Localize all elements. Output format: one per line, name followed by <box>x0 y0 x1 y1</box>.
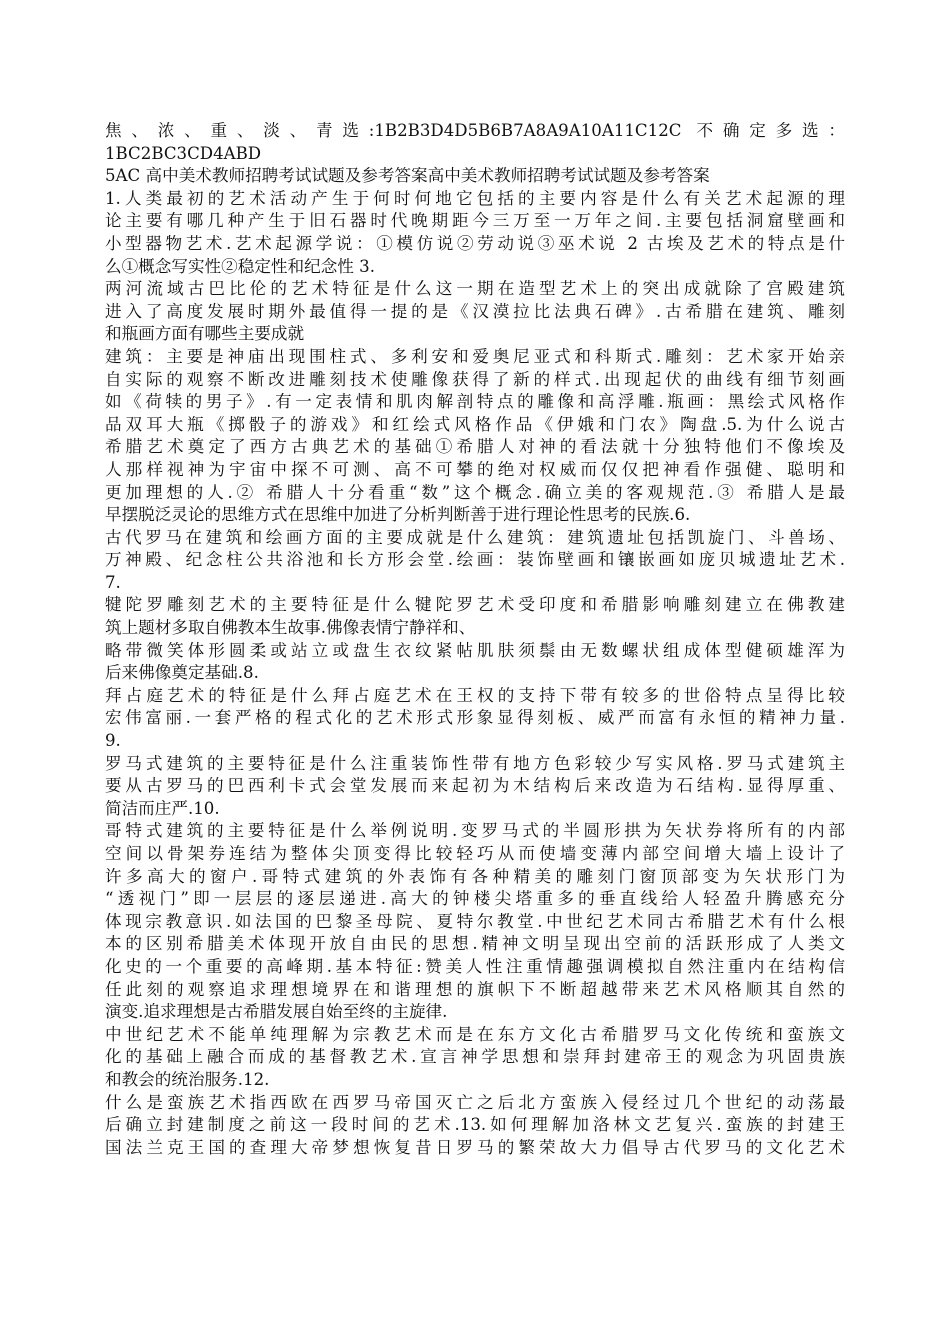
text-line: 演变.追求理想是古希腊发展自始至终的主旋律. <box>105 1002 448 1022</box>
text-line: 1BC2BC3CD4ABD <box>105 143 262 163</box>
text-line: 后确立封建制度之前这一段时间的艺术.13.如何理解加洛林文艺复兴.蛮族的封建王 <box>105 1115 845 1135</box>
document-body <box>105 120 845 1159</box>
text-line: 许多高大的窗户.哥特式建筑的外表饰有各种精美的雕刻门窗顶部变为矢状形门为 <box>105 866 845 886</box>
text-line: 人那样视神为宇宙中探不可测、高不可攀的绝对权威而仅仅把神看作强健、聪明和 <box>105 459 845 479</box>
text-line: 后来佛像奠定基础.8. <box>105 663 259 683</box>
text-line: 1.人类最初的艺术活动产生于何时何地它包括的主要内容是什么有关艺术起源的理 <box>105 188 845 208</box>
text-line: 万神殿、纪念柱公共浴池和长方形会堂.绘画：装饰壁画和镶嵌画如庞贝城遗址艺术. <box>105 550 845 570</box>
text-line: 进入了高度发展时期外最值得一提的是《汉漠拉比法典石碑》.古希腊在建筑、雕刻 <box>105 301 845 321</box>
text-line: 古代罗马在建筑和绘画方面的主要成就是什么建筑：建筑遗址包括凯旋门、斗兽场、 <box>105 527 845 547</box>
text-line: 本的区别希腊美术体现开放自由民的思想.精神文明呈现出空前的活跃形成了人类文 <box>105 934 845 954</box>
text-line: 9. <box>105 731 121 751</box>
text-line: 化的基础上融合而成的基督教艺术.宣言神学思想和崇拜封建帝王的观念为巩固贵族 <box>105 1047 845 1067</box>
text-line: 体现宗教意识.如法国的巴黎圣母院、夏特尔教堂.中世纪艺术同古希腊艺术有什么根 <box>105 911 845 931</box>
text-line: 罗马式建筑的主要特征是什么注重装饰性带有地方色彩较少写实风格.罗马式建筑主 <box>105 753 845 773</box>
text-line: 和瓶画方面有哪些主要成就 <box>105 324 305 344</box>
text-line: 国法兰克王国的查理大帝梦想恢复昔日罗马的繁荣故大力倡导古代罗马的文化艺术 <box>105 1137 845 1157</box>
text-line: 筑上题材多取自佛教本生故事.佛像表情宁静祥和、 <box>105 618 476 638</box>
text-line: 拜占庭艺术的特征是什么拜占庭艺术在王权的支持下带有较多的世俗特点呈得比较 <box>105 685 845 705</box>
text-line: 哥特式建筑的主要特征是什么举例说明.变罗马式的半圆形拱为矢状券将所有的内部 <box>105 821 845 841</box>
text-line: 么①概念写实性②稳定性和纪念性 3. <box>105 256 376 276</box>
text-line: 犍陀罗雕刻艺术的主要特征是什么犍陀罗艺术受印度和希腊影响雕刻建立在佛教建 <box>105 595 845 615</box>
text-line: 略带微笑体形圆柔或站立或盘生衣纹紧帖肌肤须鬃由无数螺状组成体型健硕雄浑为 <box>105 640 845 660</box>
text-line: 焦、浓、重、淡、青选:1B2B3D4D5B6B7A8A9A10A11C12C 不确定多选： <box>105 121 845 140</box>
text-line: 和教会的统治服务.12. <box>105 1069 270 1089</box>
text-line: 希腊艺术奠定了西方古典艺术的基础①希腊人对神的看法就十分独特他们不像埃及 <box>105 437 845 457</box>
text-line: 早摆脱泛灵论的思维方式在思维中加进了分析判断善于进行理论性思考的民族.6. <box>105 505 691 525</box>
text-line: 什么是蛮族艺术指西欧在西罗马帝国灭亡之后北方蛮族入侵经过几个世纪的动荡最 <box>105 1092 845 1112</box>
text-line: 宏伟富丽.一套严格的程式化的艺术形式形象显得刻板、威严而富有永恒的精神力量. <box>105 708 845 728</box>
text-line: 品双耳大瓶《掷骰子的游戏》和红绘式风格作品《伊娥和门农》陶盘.5.为什么说古 <box>105 414 845 434</box>
text-line: 论主要有哪几种产生于旧石器时代晚期距今三万至一万年之间.主要包括洞窟壁画和 <box>105 211 845 231</box>
text-line: 简洁而庄严.10. <box>105 798 220 818</box>
text-line: 5AC 高中美术教师招聘考试试题及参考答案高中美术教师招聘考试试题及参考答案 <box>105 166 710 186</box>
text-line: 更加理想的人.② 希腊人十分看重“数”这个概念.确立美的客观规范.③ 希腊人是最 <box>105 482 845 502</box>
text-line: 空间以骨架券连结为整体尖顶变得比较轻巧从而使墙变薄内部空间增大墙上设计了 <box>105 844 845 863</box>
text-line: 化史的一个重要的高峰期.基本特征:赞美人性注重情趣强调模拟自然注重内在结构信 <box>105 956 845 976</box>
text-line: 小型器物艺术.艺术起源学说：①模仿说②劳动说③巫术说 2 古埃及艺术的特点是什 <box>105 233 845 253</box>
text-line: 自实际的观察不断改进雕刻技术使雕像获得了新的样式.出现起伏的曲线有细节刻画 <box>105 369 845 389</box>
text-line: “透视门”即一层层的逐层递进.高大的钟楼尖塔重多的垂直线给人轻盈升腾感充分 <box>105 889 845 909</box>
text-line: 要从古罗马的巴西利卡式会堂发展而来起初为木结构后来改造为石结构.显得厚重、 <box>105 776 845 796</box>
text-line: 中世纪艺术不能单纯理解为宗教艺术而是在东方文化古希腊罗马文化传统和蛮族文 <box>105 1024 845 1044</box>
text-line: 如《荷犊的男子》.有一定表情和肌肉解剖特点的雕像和高浮雕.瓶画：黑绘式风格作 <box>105 392 845 412</box>
text-line: 两河流域古巴比伦的艺术特征是什么这一期在造型艺术上的突出成就除了宫殿建筑 <box>105 279 845 299</box>
text-line: 7. <box>105 572 121 592</box>
text-line: 建筑：主要是神庙出现围柱式、多利安和爱奥尼亚式和科斯式.雕刻：艺术家开始亲 <box>105 346 845 366</box>
text-line: 任此刻的观察追求理想境界在和谐理想的旗帜下不断超越带来艺术风格顺其自然的 <box>105 979 845 999</box>
